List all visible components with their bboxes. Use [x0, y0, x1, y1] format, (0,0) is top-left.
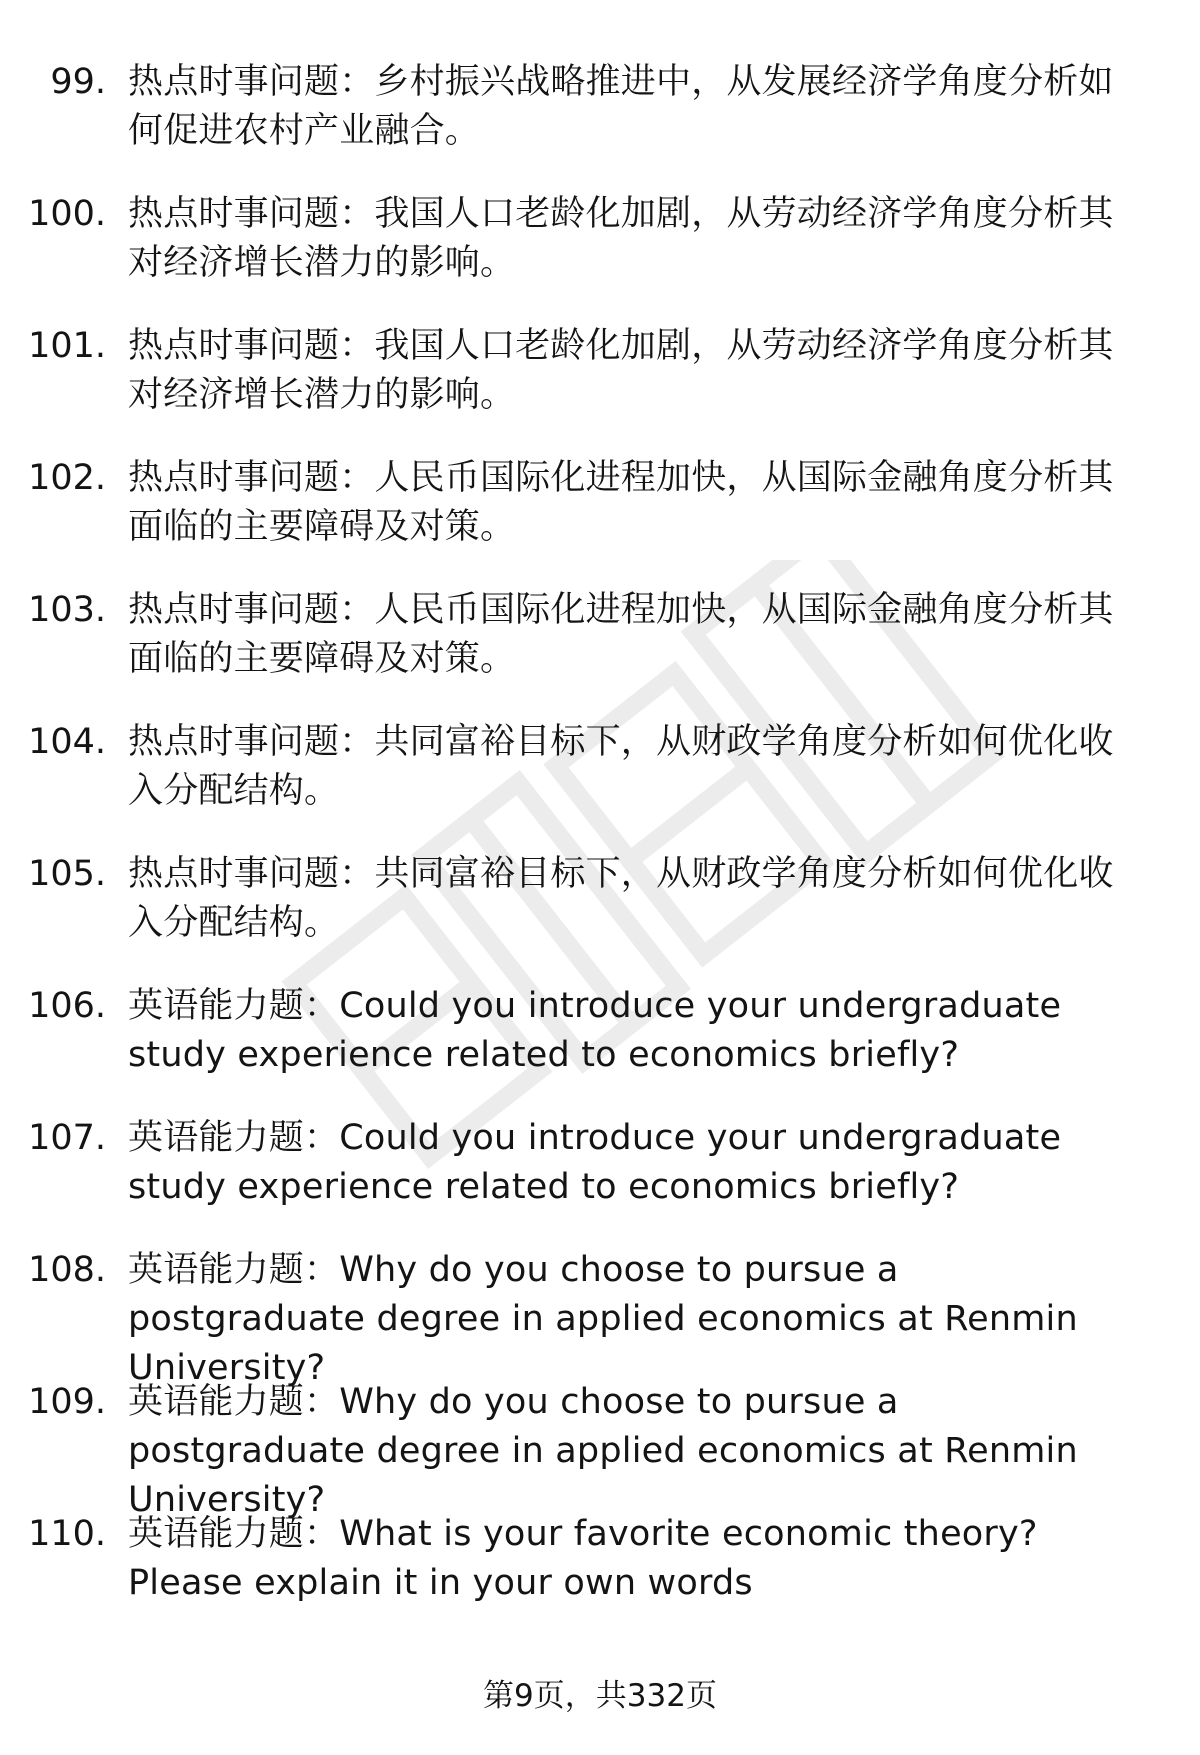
question-number: 110.	[28, 1514, 106, 1554]
list-item	[0, 718, 1200, 850]
list-item	[0, 1114, 1200, 1246]
page-footer: 第9页，共332页	[483, 1678, 717, 1714]
list-item	[0, 1510, 1200, 1642]
question-number: 108.	[28, 1250, 106, 1290]
question-number: 99.	[50, 62, 106, 102]
question-list	[0, 58, 1200, 1642]
question-text: 英语能力题：Could you introduce your undergraduate study experience related to economics briefly?	[128, 1118, 1062, 1207]
question-text: 英语能力题：Why do you choose to pursue a postgraduate degree in applied economics at Renmin University?	[128, 1250, 1078, 1388]
list-item	[0, 190, 1200, 322]
list-item	[0, 982, 1200, 1114]
list-item	[0, 850, 1200, 982]
question-number: 103.	[28, 590, 106, 630]
list-item	[0, 586, 1200, 718]
question-text: 热点时事问题：乡村振兴战略推进中，从发展经济学角度分析如何促进农村产业融合。	[128, 62, 1114, 151]
question-text: 英语能力题：What is your favorite economic theory? Please explain it in your own words	[128, 1514, 1038, 1603]
question-text: 热点时事问题：我国人口老龄化加剧，从劳动经济学角度分析其对经济增长潜力的影响。	[128, 194, 1114, 283]
question-text: 英语能力题：Why do you choose to pursue a postgraduate degree in applied economics at Renmin University?	[128, 1382, 1078, 1520]
question-number: 106.	[28, 986, 106, 1026]
list-item	[0, 1378, 1200, 1520]
list-item	[0, 454, 1200, 586]
question-text: 热点时事问题：共同富裕目标下，从财政学角度分析如何优化收入分配结构。	[128, 854, 1114, 943]
list-item	[0, 1246, 1200, 1388]
question-text: 热点时事问题：共同富裕目标下，从财政学角度分析如何优化收入分配结构。	[128, 722, 1114, 811]
question-number: 105.	[28, 854, 106, 894]
list-item	[0, 322, 1200, 454]
question-number: 101.	[28, 326, 106, 366]
question-number: 100.	[28, 194, 106, 234]
question-text: 热点时事问题：人民币国际化进程加快，从国际金融角度分析其面临的主要障碍及对策。	[128, 590, 1114, 679]
question-number: 109.	[28, 1382, 106, 1422]
question-text: 英语能力题：Could you introduce your undergraduate study experience related to economics briefly?	[128, 986, 1062, 1075]
question-text: 热点时事问题：人民币国际化进程加快，从国际金融角度分析其面临的主要障碍及对策。	[128, 458, 1114, 547]
question-number: 104.	[28, 722, 106, 762]
question-text: 热点时事问题：我国人口老龄化加剧，从劳动经济学角度分析其对经济增长潜力的影响。	[128, 326, 1114, 415]
question-number: 102.	[28, 458, 106, 498]
question-number: 107.	[28, 1118, 106, 1158]
list-item	[0, 58, 1200, 190]
